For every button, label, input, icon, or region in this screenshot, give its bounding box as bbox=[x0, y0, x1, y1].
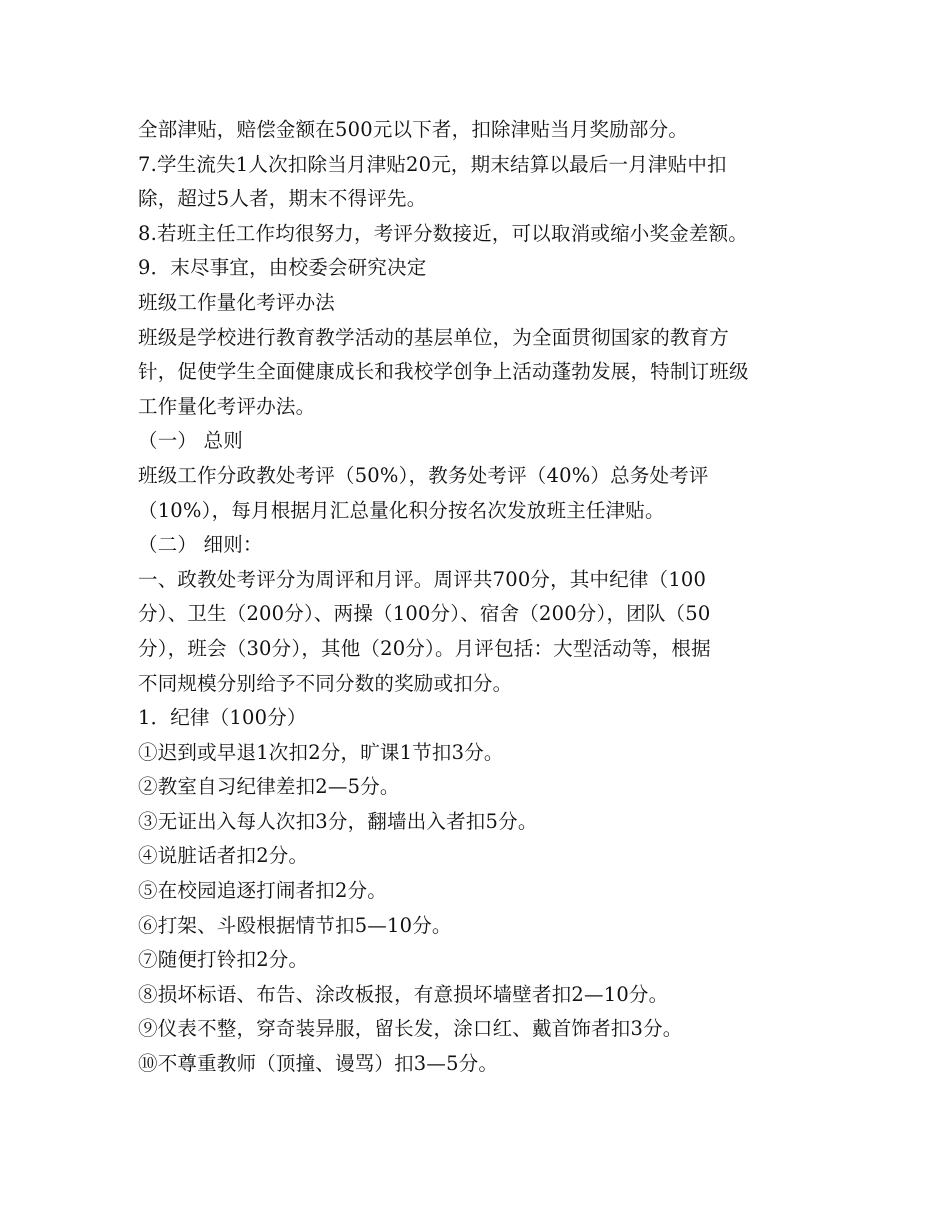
rule-item-3: ③无证出入每人次扣3分，翻墙出入者扣5分。 bbox=[138, 809, 538, 833]
rule-item-9: ⑨仪表不整，穿奇装异服，留长发，涂口红、戴首饰者扣3分。 bbox=[138, 1017, 683, 1041]
text-line-12: （10%），每月根据月汇总量化积分按名次发放班主任津贴。 bbox=[138, 498, 665, 522]
subheading-general: （一） 总则 bbox=[138, 429, 243, 453]
text-line-11: 班级工作分政教处考评（50%），教务处考评（40%）总务处考评 bbox=[138, 463, 709, 487]
text-line-16: 分），班会（30分），其他（20分）。月评包括：大型活动等，根据 bbox=[138, 636, 711, 660]
subheading-details: （二） 细则： bbox=[138, 533, 263, 557]
text-line-17: 不同规模分别给予不同分数的奖励或扣分。 bbox=[138, 671, 513, 695]
rule-item-6: ⑥打架、斗殴根据情节扣5—10分。 bbox=[138, 913, 452, 937]
text-line-9: 工作量化考评办法。 bbox=[138, 394, 316, 418]
section-title: 班级工作量化考评办法 bbox=[138, 290, 336, 314]
subheading-discipline: 1．纪律（100分） bbox=[138, 706, 307, 730]
rule-item-8: ⑧损坏标语、布告、涂改板报，有意损坏墙壁者扣2—10分。 bbox=[138, 982, 669, 1006]
rule-item-5: ⑤在校园追逐打闹者扣2分。 bbox=[138, 879, 388, 903]
text-line-2: 7.学生流失1人次扣除当月津贴20元，期末结算以最后一月津贴中扣 bbox=[138, 152, 727, 176]
text-line-4: 8.若班主任工作均很努力，考评分数接近，可以取消或缩小奖金差额。 bbox=[138, 221, 749, 245]
rule-item-1: ①迟到或早退1次扣2分，旷课1节扣3分。 bbox=[138, 740, 504, 764]
rule-item-10: ⑩不尊重教师（顶撞、谩骂）扣3—5分。 bbox=[138, 1052, 499, 1076]
text-line-7: 班级是学校进行教育教学活动的基层单位，为全面贯彻国家的教育方 bbox=[138, 325, 730, 349]
text-line-15: 分）、卫生（200分）、两操（100分）、宿舍（200分），团队（50 bbox=[138, 602, 711, 626]
text-line-5: 9．末尽事宜，由校委会研究决定 bbox=[138, 256, 427, 280]
rule-item-7: ⑦随便打铃扣2分。 bbox=[138, 948, 309, 972]
rule-item-4: ④说脏话者扣2分。 bbox=[138, 844, 309, 868]
text-line-3: 除，超过5人者，期末不得评先。 bbox=[138, 187, 427, 211]
rule-item-2: ②教室自习纪律差扣2—5分。 bbox=[138, 775, 400, 799]
text-line-14: 一、政教处考评分为周评和月评。周评共700分，其中纪律（100 bbox=[138, 567, 707, 591]
document-page bbox=[138, 113, 818, 1082]
text-line-1: 全部津贴，赔偿金额在500元以下者，扣除津贴当月奖励部分。 bbox=[138, 118, 689, 141]
text-line-8: 针，促使学生全面健康成长和我校学创争上活动蓬勃发展，特制订班级 bbox=[138, 360, 749, 384]
